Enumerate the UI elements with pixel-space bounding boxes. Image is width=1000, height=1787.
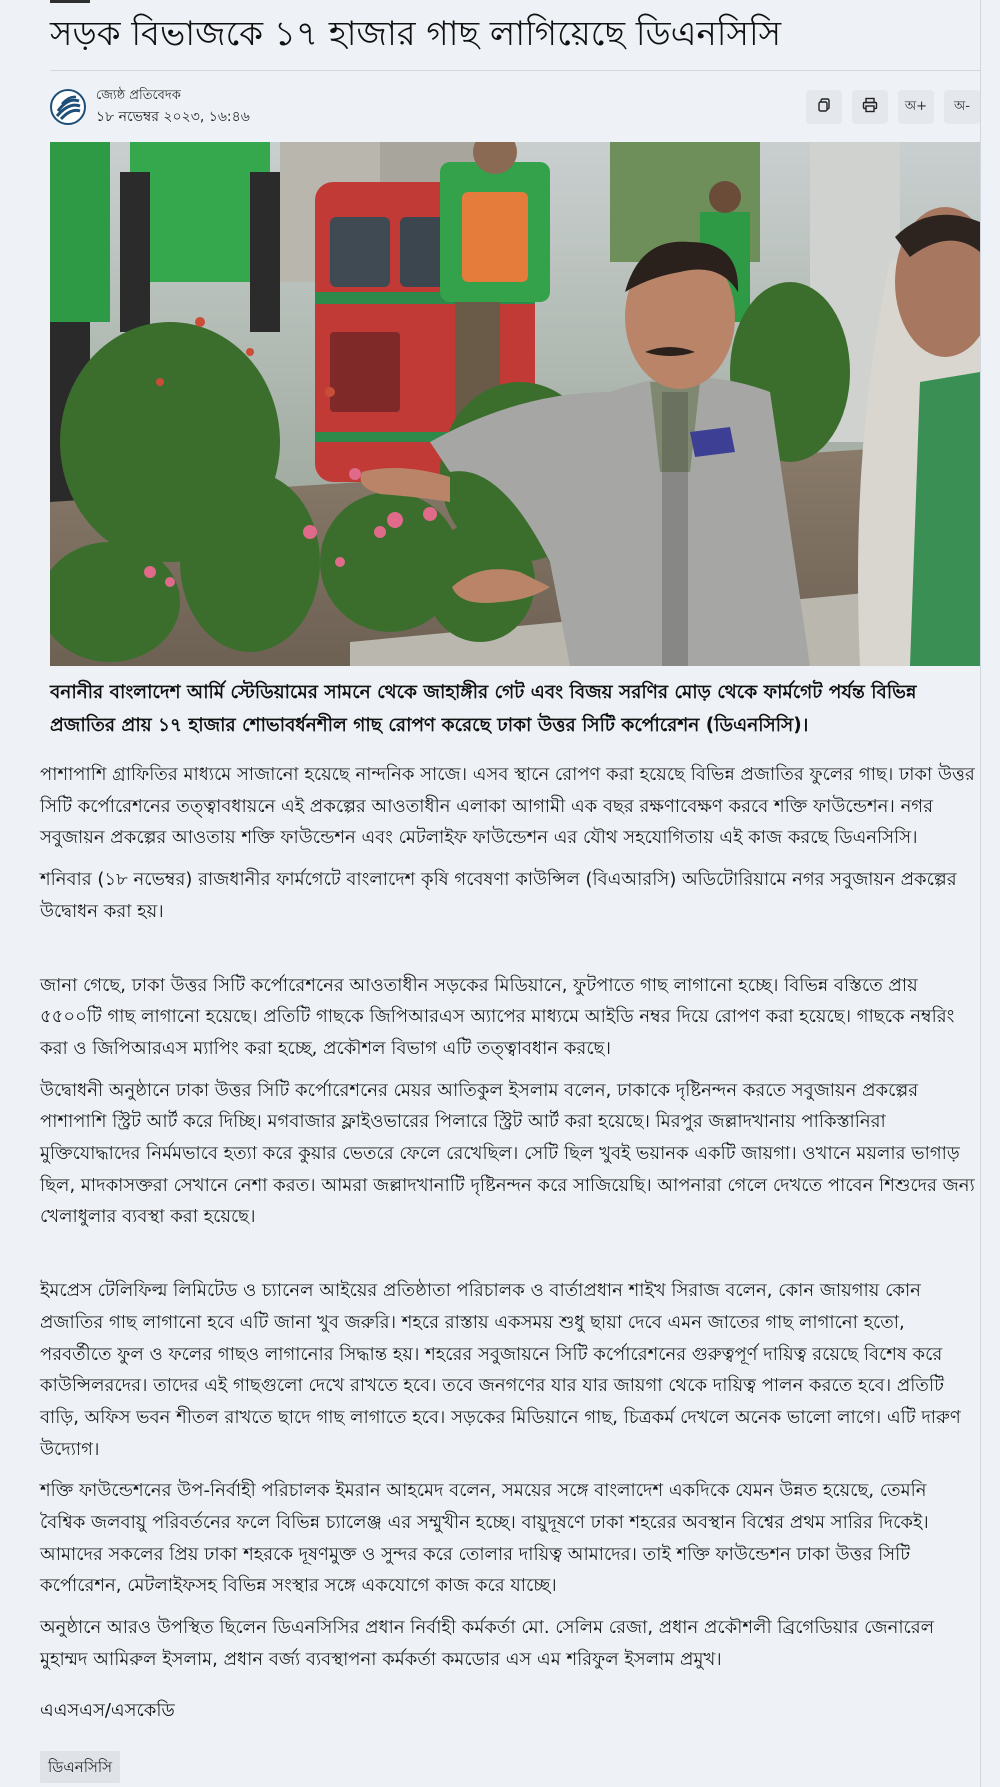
article-paragraph: জানা গেছে, ঢাকা উত্তর সিটি কর্পোরেশনের আওতাধীন সড়কের মিডিয়ানে, ফুটপাতে গাছ লাগানো হচ্ছে। বিভিন্ন বস্তিতে প্রায় ৫৫০০টি গাছ লাগানো হয়েছে। প্রতিটি গাছকে জিপিআরএস অ্যাপের মাধ্যমে আইডি নম্বর দিয়ে রোপণ করা হয়েছে। গাছকে নম্বরিং করা ও জিপিআরএস ম্যাপিং করা হচ্ছে, প্রকৌশল বিভাগ এটি তত্ত্বাবধান করছে। bbox=[40, 974, 955, 1059]
article-headline: সড়ক বিভাজকে ১৭ হাজার গাছ লাগিয়েছে ডিএনসিসি bbox=[50, 14, 782, 54]
publisher-logo-icon bbox=[50, 89, 86, 125]
article-paragraph: শনিবার (১৮ নভেম্বর) রাজধানীর ফার্মগেটে বাংলাদেশ কৃষি গবেষণা কাউন্সিল (বিএআরসি) অডিটোরিয়ামে নগর সবুজায়ন প্রকল্পের উদ্বোধন করা হয়। bbox=[40, 869, 957, 922]
copy-icon bbox=[816, 97, 832, 117]
article-photo bbox=[50, 142, 980, 666]
topic-tag[interactable]: ডিএনসিসি bbox=[40, 1751, 120, 1783]
reporter-initials: এএসএস/এসকেডি bbox=[40, 1700, 175, 1721]
copy-link-button[interactable] bbox=[806, 90, 842, 124]
article-paragraph: ইমপ্রেস টেলিফিল্ম লিমিটেড ও চ্যানেল আইয়ের প্রতিষ্ঠাতা পরিচালক ও বার্তাপ্রধান শাইখ সিরাজ বলেন, কোন জায়গায় কোন প্রজাতির গাছ লাগানো হবে এটি জানা খুব জরুরি। শহরে রাস্তায় একসময় শুধু ছায়া দেবে এমন জাতের গাছ লাগানো হতো, পরবর্তীতে ফুল ও ফলের গাছও লাগানোর সিদ্ধান্ত হয়। শহরের সবুজায়নে সিটি কর্পোরেশনের গুরুত্বপূর্ণ দায়িত্ব রয়েছে বিশেষ করে কাউন্সিলরদের। তাদের এই গাছগুলো দেখে রাখতে হবে। তবে জনগণের যার যার জায়গা থেকে দায়িত্ব পালন করতে হবে। প্রতিটি বাড়ি, অফিস ভবন শীতল রাখতে ছাদে গাছ লাগাতে হবে। সড়কের মিডিয়ানে গাছ, চিত্রকর্ম দেখলে অনেক ভালো লাগে। এটি দারুণ উদ্যোগ। bbox=[40, 1280, 961, 1460]
print-icon bbox=[862, 97, 878, 117]
article-paragraph: উদ্বোধনী অনুষ্ঠানে ঢাকা উত্তর সিটি কর্পোরেশনের মেয়র আতিকুল ইসলাম বলেন, ঢাকাকে দৃষ্টিনন্দন করতে সবুজায়ন প্রকল্পের পাশাপাশি স্ট্রিট আর্ট করে দিচ্ছি। মগবাজার ফ্লাইওভারের পিলারে স্ট্রিট আর্ট করা হয়েছে। মিরপুর জল্লাদখানায় পাকিস্তানিরা মুক্তিযোদ্ধাদের নির্মমভাবে হত্যা করে কুয়ার ভেতরে ফেলে রেখেছিল। সেটি ছিল খুবই ভয়ানক একটি জায়গা। ওখানে ময়লার ভাগাড় ছিল, মাদকাসক্তরা সেখানে নেশা করত। আমরা জল্লাদখানাটি দৃষ্টিনন্দন করে সাজিয়েছি। আপনারা গেলে দেখতে পাবেন শিশুদের জন্য খেলাধুলার ব্যবস্থা করা হয়েছে। bbox=[40, 1079, 975, 1228]
article-paragraph: শক্তি ফাউন্ডেশনের উপ-নির্বাহী পরিচালক ইমরান আহমেদ বলেন, সময়ের সঙ্গে বাংলাদেশ একদিকে যেমন উন্নত হয়েছে, তেমনি বৈশ্বিক জলবায়ু পরিবর্তনের ফলে বিভিন্ন চ্যালেঞ্জ এর সম্মুখীন হচ্ছে। বায়ুদূষণে ঢাকা শহরের অবস্থান বিশ্বের প্রথম সারির দিকেই। আমাদের সকলের প্রিয় ঢাকা শহরকে দূষণমুক্ত ও সুন্দর করে তোলার দায়িত্ব আমাদের। তাই শক্তি ফাউন্ডেশন ঢাকা উত্তর সিটি কর্পোরেশন, মেটলাইফসহ বিভিন্ন সংস্থার সঙ্গে একযোগে কাজ করে যাচ্ছে। bbox=[40, 1480, 929, 1597]
font-decrease-button[interactable]: অ- bbox=[944, 90, 980, 124]
article-paragraph: অনুষ্ঠানে আরও উপস্থিত ছিলেন ডিএনসিসির প্রধান নির্বাহী কর্মকর্তা মো. সেলিম রেজা, প্রধান প্রকৌশলী ব্রিগেডিয়ার জেনারেল মুহাম্মদ আমিরুল ইসলাম, প্রধান বর্জ্য ব্যবস্থাপনা কর্মকর্তা কমডোর এস এম শরিফুল ইসলাম প্রমুখ। bbox=[40, 1617, 935, 1670]
top-accent-rule bbox=[50, 0, 90, 3]
article-toolbar bbox=[806, 90, 980, 124]
publish-date: ১৮ নভেম্বর ২০২৩, ১৬:৪৬ bbox=[96, 109, 250, 125]
author-name[interactable]: জ্যেষ্ঠ প্রতিবেদক bbox=[96, 88, 181, 103]
article-right-border bbox=[980, 742, 981, 1787]
article-paragraph: পাশাপাশি গ্রাফিতির মাধ্যমে সাজানো হয়েছে নান্দনিক সাজে। এসব স্থানে রোপণ করা হয়েছে বিভিন্ন প্রজাতির ফুলের গাছ। ঢাকা উত্তর সিটি কর্পোরেশনের তত্ত্বাবধায়নে এই প্রকল্পের আওতাধীন এলাকা আগামী এক বছর রক্ষণাবেক্ষণ করবে শক্তি ফাউন্ডেশন। নগর সবুজায়ন প্রকল্পের আওতায় শক্তি ফাউন্ডেশন এবং মেটলাইফ ফাউন্ডেশন এর যৌথ সহযোগিতায় এই কাজ করছে ডিএনসিসি। bbox=[40, 764, 975, 849]
headline-divider bbox=[50, 70, 980, 71]
photo-caption: বনানীর বাংলাদেশ আর্মি স্টেডিয়ামের সামনে থেকে জাহাঙ্গীর গেট এবং বিজয় সরণির মোড় থেকে ফার্মগেট পর্যন্ত বিভিন্ন প্রজাতির প্রায় ১৭ হাজার শোভাবর্ধনশীল গাছ রোপণ করেছে ঢাকা উত্তর সিটি কর্পোরেশন (ডিএনসিসি)। bbox=[50, 682, 917, 736]
byline bbox=[50, 82, 250, 132]
article-body bbox=[40, 759, 975, 1686]
font-increase-button[interactable]: অ+ bbox=[898, 90, 934, 124]
print-button[interactable] bbox=[852, 90, 888, 124]
